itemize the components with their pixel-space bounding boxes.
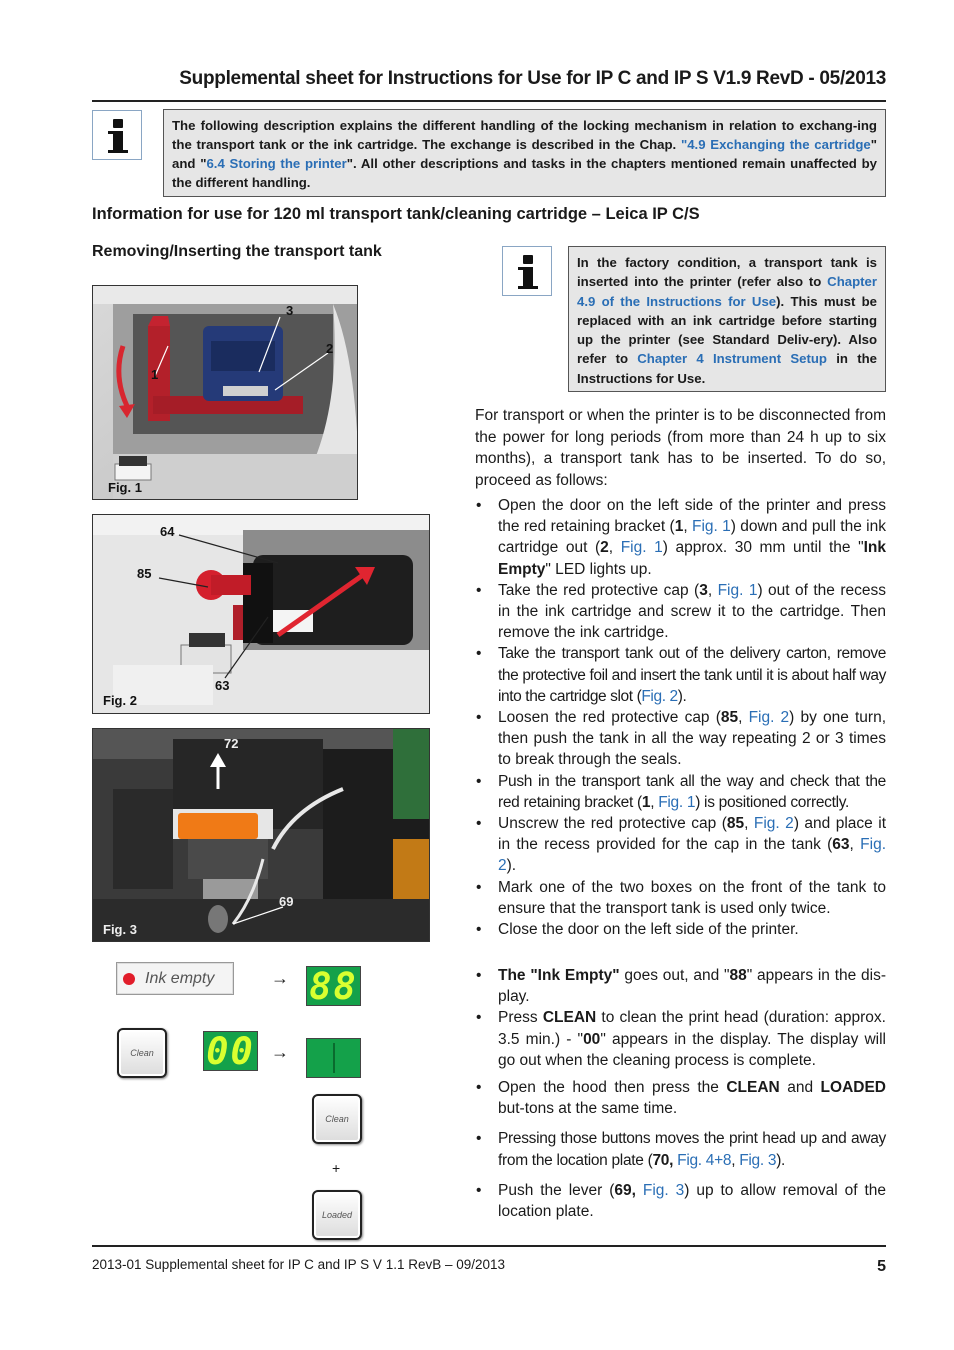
fig-link[interactable]: Fig. 2 <box>748 709 790 727</box>
footer-text: 2013-01 Supplemental sheet for IP C and IP S V 1.1 RevB – 09/2013 <box>92 1257 506 1272</box>
chapter-link-4-9[interactable]: "4.9 Exchanging the cartridge <box>680 137 871 152</box>
fig3-callout-69: 69 <box>279 894 294 909</box>
fig-link[interactable]: Fig. 1 <box>620 539 663 557</box>
header-rule <box>92 100 886 102</box>
fig2-callout-64: 64 <box>160 524 175 539</box>
display-00: 00 <box>203 1031 258 1071</box>
fig1-callout-2: 2 <box>326 341 334 356</box>
list-item: • Close the door on the left side of the printer. <box>475 919 886 940</box>
fig-link[interactable]: Fig. 1 <box>717 581 758 599</box>
arrow-right-icon: → <box>271 1042 289 1062</box>
intro-paragraph: For transport or when the printer is to be disconnected from the power for long periods (from more than 24 h up to six months), a transport tank has to be inserted. To do so, proceed as follows: <box>475 407 886 489</box>
info-icon <box>92 110 142 160</box>
display-blank <box>306 1038 361 1078</box>
page-header-title: Supplemental sheet for Instructions for Use for IP C and IP S V1.9 RevD - 05/2013 <box>179 68 886 89</box>
figure-1-label: Fig. 1 <box>108 480 142 495</box>
footer-rule <box>92 1245 886 1247</box>
figure-2-illustration <box>93 515 430 714</box>
list-item: • Open the door on the left side of the printer and press the red retaining bracket (1, Fig. 1) down and pull the ink cartridge out (2, Fig. 1) approx. 30 mm until the "Ink Empty" LED lights up. <box>475 495 886 580</box>
fig1-callout-1: 1 <box>151 367 159 382</box>
clean-button[interactable]: Clean <box>312 1094 362 1144</box>
fig-link[interactable]: Fig. 3 <box>739 1151 777 1169</box>
right-info-note: In the factory condition, a transport tank is inserted into the printer (refer also to Chapter 4.9 of the Instructions for Use). This must be replaced with an ink cartridge before starting up the printer (see Standard Deliv-ery). Also refer to Chapter 4 Instrument Setup in the Instructions for Use. <box>568 246 886 392</box>
fig2-callout-63: 63 <box>215 678 230 693</box>
list-item: • Push the lever (69, Fig. 3) up to allow removal of the location plate. <box>475 1180 886 1222</box>
list-item: • Loosen the red protective cap (85, Fig. 2) by one turn, then push the tank in all the way repeating 2 or 3 times to break through the seals. <box>475 707 886 771</box>
fig-link[interactable]: Fig. 2 <box>641 687 678 705</box>
chapter-link-4-setup[interactable]: Chapter 4 Instrument Setup <box>637 351 827 367</box>
list-item: • Pressing those buttons moves the print head up and away from the location plate (70, Fig. 4+8, Fig. 3). <box>475 1128 886 1170</box>
chapter-link-6-4[interactable]: 6.4 Storing the printer <box>206 156 347 171</box>
figure-3-illustration <box>93 729 430 942</box>
display-88: 88 <box>306 966 361 1006</box>
clean-button[interactable]: Clean <box>117 1028 167 1078</box>
loaded-button[interactable]: Loaded <box>312 1190 362 1240</box>
arrow-right-icon: → <box>271 968 289 988</box>
top-info-note: The following description explains the different handling of the locking mechanism in relation to exchang-ing the transport tank or the ink cartridge. The exchange is described in the Chap. "4.9 Exchanging the cartridge" and "6.4 Storing the printer". All other descriptions and tasks in the chapters mentioned remain unaffected by the different handling. <box>163 109 886 197</box>
fig-link[interactable]: Fig. 4+8 <box>677 1151 732 1169</box>
figure-1-photo <box>92 285 358 500</box>
list-item: • Mark one of the two boxes on the front of the tank to ensure that the transport tank is used only twice. <box>475 877 886 919</box>
list-item: • Take the red protective cap (3, Fig. 1) out of the recess in the ink cartridge and screw it to the cartridge. Then remove the ink cartridge. <box>475 580 886 644</box>
list-item: • Push in the transport tank all the way and check that the red retaining bracket (1, Fig. 1) is positioned correctly. <box>475 771 886 813</box>
ink-empty-indicator <box>116 962 234 995</box>
ink-empty-label: Ink empty <box>145 969 215 987</box>
figure-2-label: Fig. 2 <box>103 693 137 708</box>
fig1-callout-3: 3 <box>286 303 294 318</box>
list-item: • Open the hood then press the CLEAN and LOADED but-tons at the same time. <box>475 1077 886 1119</box>
list-item: • Unscrew the red protective cap (85, Fig. 2) and place it in the recess provided for the cap in the tank (63, Fig. 2). <box>475 813 886 877</box>
ink-empty-led-icon <box>123 973 135 985</box>
procedure-steps <box>475 495 886 940</box>
chapter-link-4-9-ifu[interactable]: Chapter 4.9 of the Instructions for Use <box>577 274 877 309</box>
figure-3-photo <box>92 728 430 942</box>
fig2-callout-85: 85 <box>137 566 152 581</box>
fig3-callout-72: 72 <box>224 736 239 751</box>
fig-link[interactable]: Fig. 3 <box>642 1181 685 1199</box>
fig-link[interactable]: Fig. 2 <box>753 815 794 833</box>
list-item: • The "Ink Empty" goes out, and "88" appears in the dis-play. <box>475 965 886 1007</box>
section-title: Information for use for 120 ml transport tank/cleaning cartridge – Leica IP C/S <box>92 205 700 223</box>
figure-2-photo <box>92 514 430 714</box>
figure-3-label: Fig. 3 <box>103 922 137 937</box>
list-item: • Take the transport tank out of the delivery carton, remove the protective foil and insert the tank until it is about half way into the cartridge slot (Fig. 2). <box>475 643 886 707</box>
page-number: 5 <box>877 1258 886 1275</box>
list-item: • Press CLEAN to clean the print head (duration: approx. 3.5 min.) - "00" appears in the display. The display will go out when the cleaning process is complete. <box>475 1007 886 1071</box>
cleaning-steps <box>475 965 886 1222</box>
info-icon <box>502 246 552 296</box>
figure-1-illustration <box>93 286 358 500</box>
subsection-title: Removing/Inserting the transport tank <box>92 243 382 260</box>
fig-link[interactable]: Fig. 2 <box>498 836 886 875</box>
fig-link[interactable]: Fig. 1 <box>658 793 696 811</box>
plus-sign: + <box>332 1160 341 1176</box>
fig-link[interactable]: Fig. 1 <box>691 518 731 536</box>
